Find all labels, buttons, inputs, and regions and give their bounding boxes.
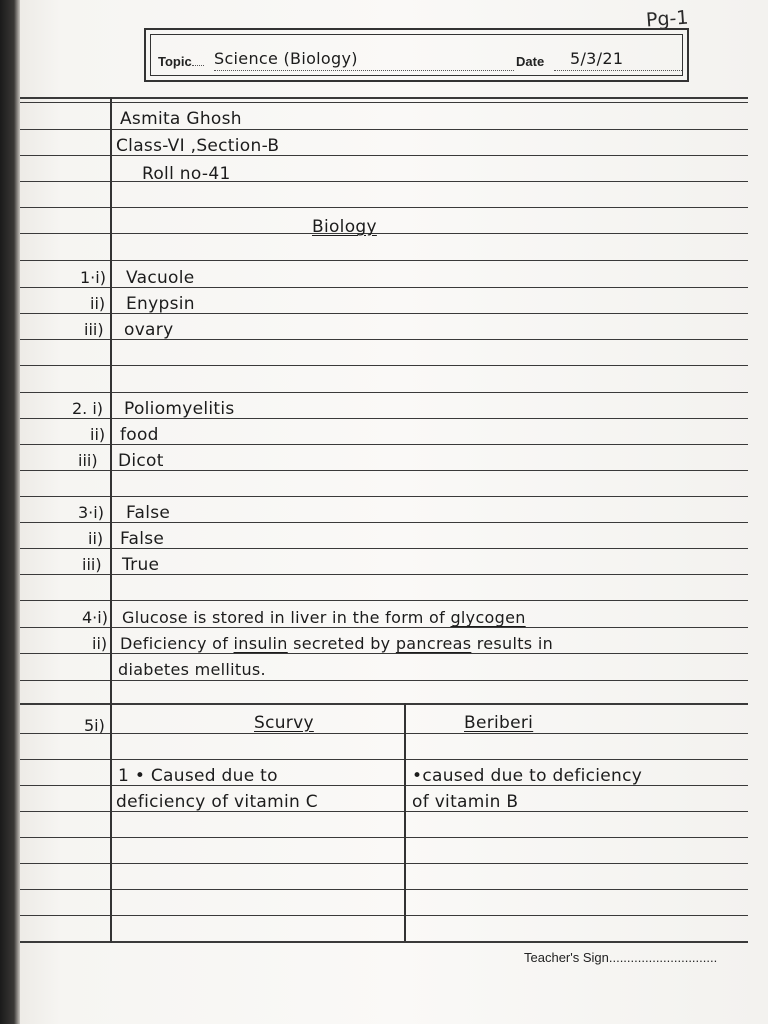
margin-line [110, 97, 112, 943]
q3-iii-answer: True [122, 555, 160, 575]
q2-iii-answer: Dicot [118, 451, 164, 471]
q4-i-answer: Glucose is stored in liver in the form of glycogen [122, 608, 526, 627]
ruled-line [20, 181, 748, 182]
ruled-line [20, 392, 748, 393]
ruled-line [20, 759, 748, 760]
table-header-scurvy: Scurvy [254, 713, 314, 733]
q4-ii-label: ii) [92, 634, 108, 653]
q1-ii-answer: Enypsin [126, 294, 195, 314]
date-label: Date [516, 54, 545, 69]
ruled-line [20, 863, 748, 864]
ruled-line [20, 129, 748, 130]
student-name: Asmita Ghosh [120, 109, 242, 129]
ruled-line [20, 207, 748, 208]
q1-iii-label: iii) [84, 320, 104, 339]
q3-ii-answer: False [120, 529, 165, 549]
q4-ii-answer: Deficiency of insulin secreted by pancreas results in [120, 634, 554, 653]
ruled-line [20, 703, 748, 705]
q2-i-answer: Poliomyelitis [124, 399, 235, 419]
ruled-line [20, 653, 748, 654]
q1-i-answer: Vacuole [126, 268, 195, 288]
ruled-line [20, 941, 748, 943]
ruled-line [20, 837, 748, 838]
q3-i-label: 3·i) [78, 503, 104, 522]
q1-ii-label: ii) [90, 294, 106, 313]
q4-i-label: 4·i) [82, 608, 108, 627]
topic-value: Science (Biology) [214, 49, 358, 68]
beriberi-line-2: of vitamin B [412, 792, 519, 812]
ruled-line [20, 260, 748, 261]
ruled-line [20, 97, 748, 99]
q2-ii-label: ii) [90, 425, 106, 444]
q3-i-answer: False [126, 503, 171, 523]
topic-date-box [144, 28, 689, 82]
ruled-line [20, 365, 748, 366]
q2-i-label: 2. i) [72, 399, 104, 418]
ruled-line [20, 496, 748, 497]
q5-label: 5i) [84, 716, 105, 735]
topic-label: Topic [158, 54, 204, 69]
ruled-line [20, 889, 748, 890]
student-roll: Roll no-41 [142, 164, 231, 184]
ruled-line [20, 680, 748, 681]
teacher-sign: Teacher's Sign.............................. [524, 950, 718, 965]
q1-iii-answer: ovary [124, 320, 174, 340]
ruled-line [20, 233, 748, 234]
page-number: Pg-1 [645, 6, 690, 32]
q3-ii-label: ii) [88, 529, 104, 548]
ruled-line [20, 600, 748, 601]
ruled-line [20, 915, 748, 916]
scurvy-line-2: deficiency of vitamin C [116, 792, 318, 812]
q3-iii-label: iii) [82, 555, 102, 574]
table-column-divider [404, 703, 406, 941]
ruled-line [20, 102, 748, 103]
table-header-beriberi: Beriberi [464, 713, 534, 733]
section-heading: Biology [312, 217, 377, 237]
q1-i-label: 1·i) [80, 268, 106, 287]
ruled-line [20, 627, 748, 628]
date-value: 5/3/21 [570, 49, 624, 68]
q4-ii-answer-cont: diabetes mellitus. [118, 660, 266, 679]
scurvy-line-1: 1 • Caused due to [118, 766, 278, 786]
q2-ii-answer: food [120, 425, 159, 445]
student-class-section: Class-VI ,Section-B [116, 136, 280, 156]
notebook-spine [0, 0, 20, 1024]
q2-iii-label: iii) [78, 451, 98, 470]
ruled-line [20, 733, 748, 734]
beriberi-line-1: •caused due to deficiency [412, 766, 643, 786]
